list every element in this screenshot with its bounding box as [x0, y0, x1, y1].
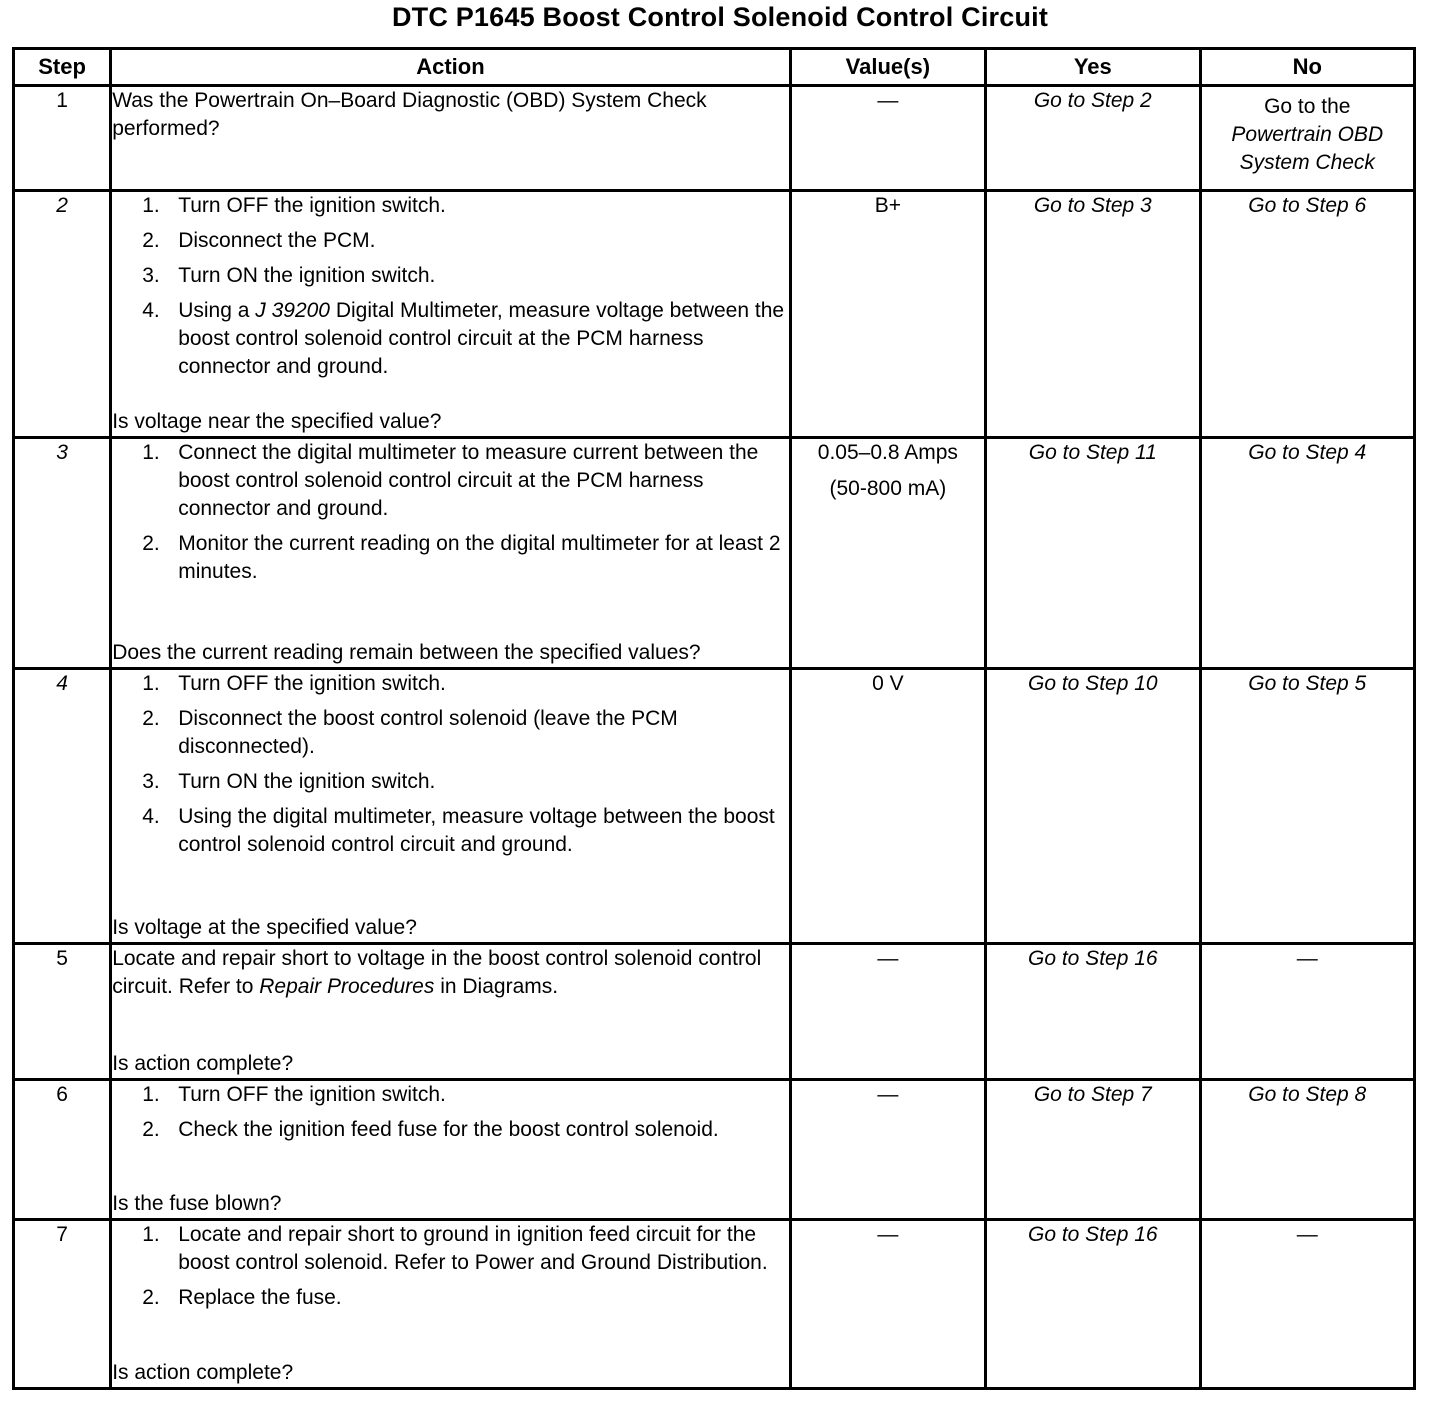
step-number: 6 [14, 1080, 111, 1220]
table-row [14, 669, 1415, 944]
page-title: DTC P1645 Boost Control Solenoid Control Circuit [391, 2, 1049, 32]
action-cell [111, 438, 790, 669]
action-item: 2. Check the ignition feed fuse for the boost control solenoid. [142, 1117, 719, 1141]
action-item: 4. Using the digital multimeter, measure voltage between the boost control solenoid control circuit and ground. [142, 804, 775, 856]
manual-reference: Repair Procedures [259, 974, 435, 998]
value-cell: 0 V [790, 669, 985, 944]
action-item: 1. Connect the digital multimeter to measure current between the boost control solenoid control circuit at the PCM harness connector and ground. [142, 441, 759, 520]
action-cell [111, 191, 790, 438]
action-question: Is voltage near the specified value? [112, 410, 442, 434]
header-action: Action [111, 49, 790, 86]
yes-cell: Go to Step 11 [986, 438, 1200, 669]
header-values: Value(s) [790, 49, 985, 86]
action-question: Is action complete? [112, 1052, 294, 1076]
value-cell: — [790, 1080, 985, 1220]
value-cell: — [790, 86, 985, 191]
table-row [14, 438, 1415, 669]
no-cell: Go to Step 6 [1200, 191, 1414, 438]
action-item: 3. Turn ON the ignition switch. [142, 769, 436, 793]
table-row [14, 191, 1415, 438]
yes-cell: Go to Step 7 [986, 1080, 1200, 1220]
header-step: Step [14, 49, 111, 86]
action-item: 1. Turn OFF the ignition switch. [142, 1083, 446, 1106]
value-cell [790, 438, 985, 669]
yes-cell: Go to Step 16 [986, 1220, 1200, 1389]
action-cell [111, 86, 790, 191]
action-text: Was the Powertrain On–Board Diagnostic (OBD) System Check performed? [112, 89, 707, 140]
action-cell [111, 1080, 790, 1220]
action-item: 2. Replace the fuse. [142, 1285, 342, 1309]
yes-cell: Go to Step 10 [986, 669, 1200, 944]
action-question: Does the current reading remain between the specified values? [112, 641, 701, 665]
step-number: 3 [14, 438, 111, 669]
table-row [14, 1080, 1415, 1220]
header-no: No [1200, 49, 1414, 86]
no-cell: Go to Step 8 [1200, 1080, 1414, 1220]
value-cell: — [790, 1220, 985, 1389]
yes-cell: Go to Step 2 [986, 86, 1200, 191]
action-item: 2. Disconnect the boost control solenoid (leave the PCM disconnected). [142, 706, 678, 758]
action-cell [111, 669, 790, 944]
action-cell [111, 1220, 790, 1389]
value-line2: (50-800 mA) [829, 476, 947, 500]
action-item: 1. Turn OFF the ignition switch. [142, 194, 446, 217]
step-number: 5 [14, 944, 111, 1080]
diagnostic-table [12, 47, 1416, 1390]
action-item: 1. Turn OFF the ignition switch. [142, 672, 446, 695]
table-row [14, 944, 1415, 1080]
table-header-row [14, 49, 1415, 86]
no-cell: Go to Step 5 [1200, 669, 1414, 944]
no-cell [1200, 86, 1414, 191]
table-row [14, 1220, 1415, 1389]
yes-cell: Go to Step 16 [986, 944, 1200, 1080]
step-number: 1 [14, 86, 111, 191]
action-item: 1. Locate and repair short to ground in ignition feed circuit for the boost control solenoid. Refer to Power and Ground Distribution. [142, 1223, 768, 1274]
action-text: Locate and repair short to voltage in the boost control solenoid control circuit. Refer to Repair Procedures in Diagrams. [112, 947, 762, 998]
action-item: 2. Disconnect the PCM. [142, 228, 376, 252]
no-cell: — [1200, 1220, 1414, 1389]
step-number: 7 [14, 1220, 111, 1389]
action-question: Is the fuse blown? [112, 1192, 282, 1216]
tool-reference: J 39200 [255, 298, 330, 322]
no-cell-line2: Powertrain OBD System Check [1231, 122, 1384, 174]
action-cell [111, 944, 790, 1080]
action-question: Is action complete? [112, 1361, 294, 1385]
no-cell: Go to Step 4 [1200, 438, 1414, 669]
step-number: 4 [14, 669, 111, 944]
step-number: 2 [14, 191, 111, 438]
value-cell: — [790, 944, 985, 1080]
action-item: 2. Monitor the current reading on the digital multimeter for at least 2 minutes. [142, 531, 781, 583]
yes-cell: Go to Step 3 [986, 191, 1200, 438]
value-cell: B+ [790, 191, 985, 438]
action-question: Is voltage at the specified value? [112, 916, 417, 940]
action-item: 3. Turn ON the ignition switch. [142, 263, 436, 287]
action-item: 4. Using a J 39200 Digital Multimeter, measure voltage between the boost control solenoid control circuit at the PCM harness connector and ground. [142, 298, 785, 378]
no-cell: — [1200, 944, 1414, 1080]
header-yes: Yes [986, 49, 1200, 86]
value-line1: 0.05–0.8 Amps [817, 441, 958, 464]
table-row [14, 86, 1415, 191]
no-cell-line1: Go to the [1264, 95, 1351, 118]
